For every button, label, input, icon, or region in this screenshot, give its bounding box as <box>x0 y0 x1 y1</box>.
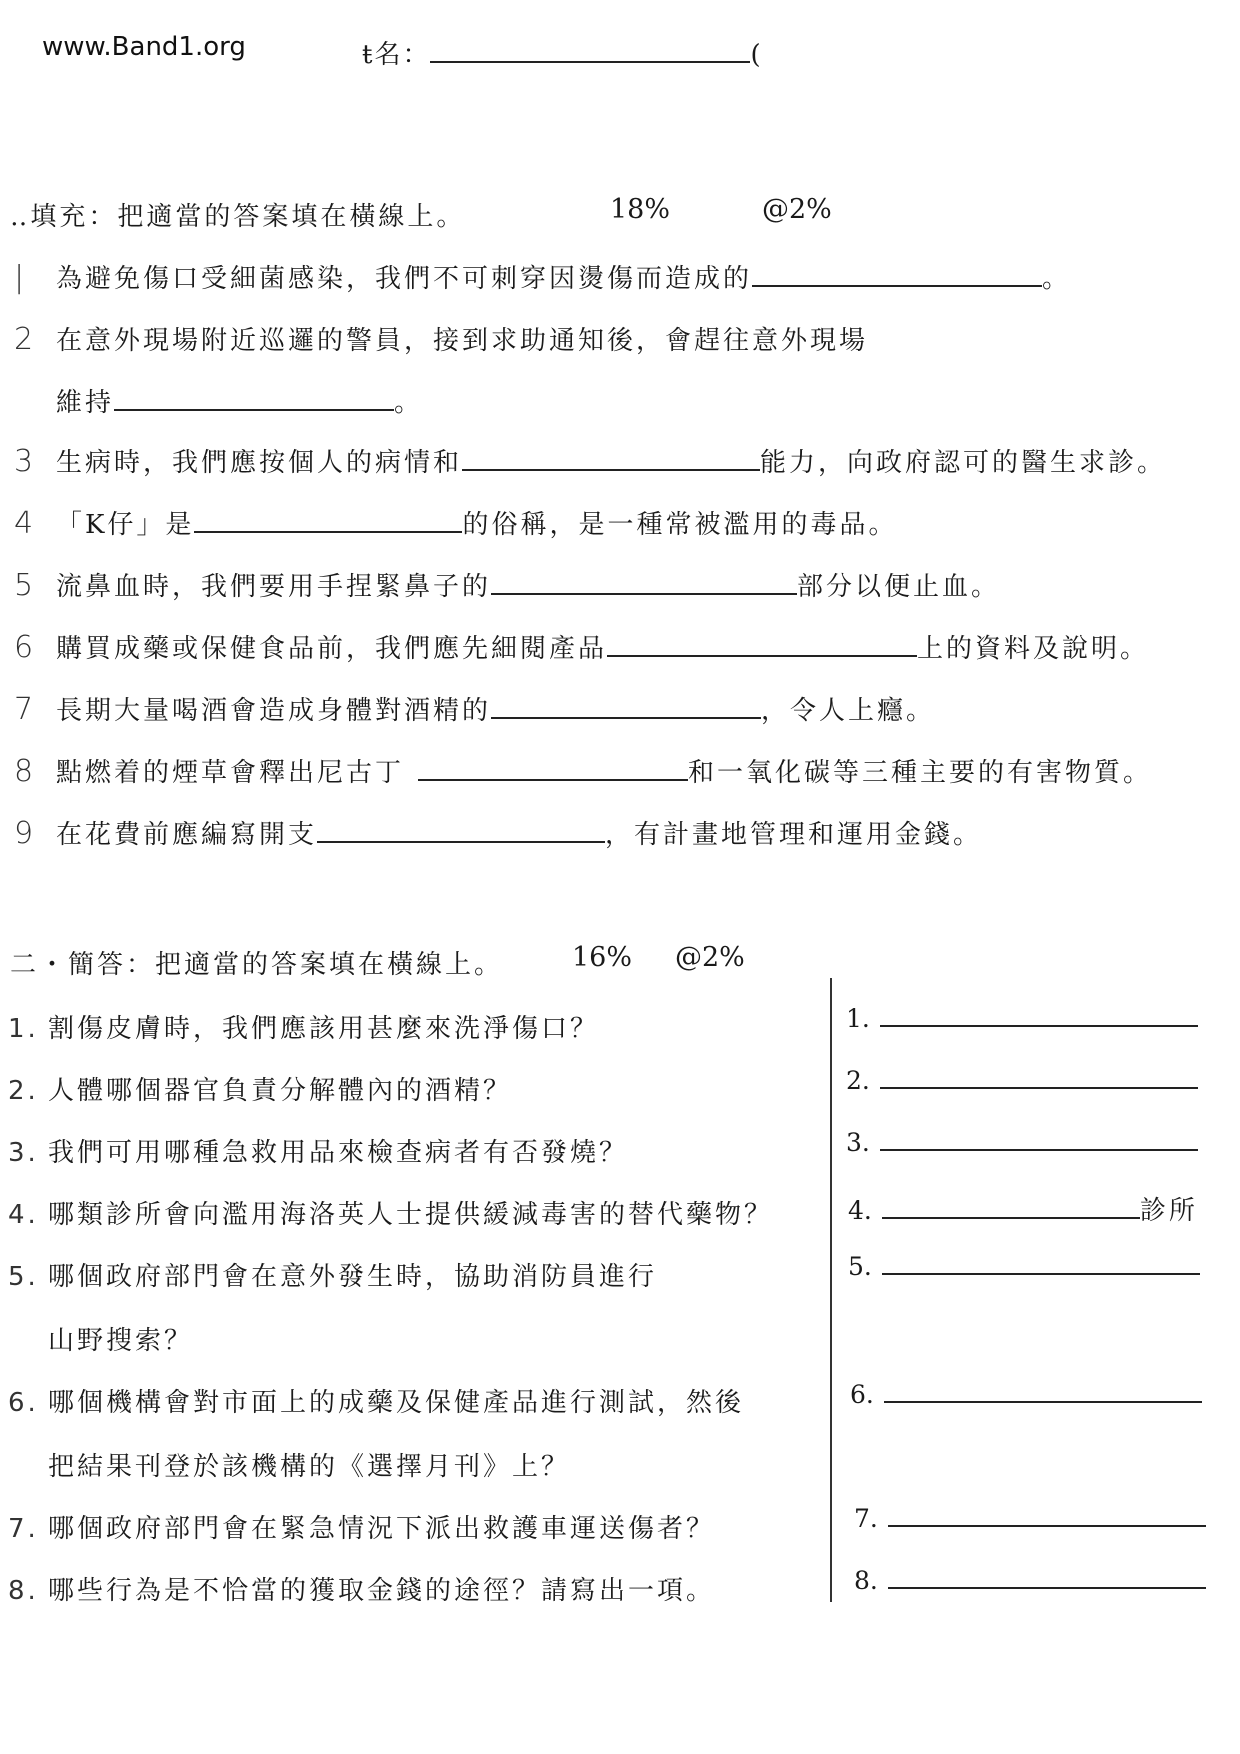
answer-blank[interactable] <box>491 567 797 595</box>
item-number: 8 <box>14 754 37 789</box>
question-number: 7. <box>8 1514 39 1544</box>
item-number: | <box>14 260 28 295</box>
question-text: 割傷皮膚時，我們應該用甚麼來洗淨傷口？ <box>48 1014 600 1044</box>
answer-blank[interactable] <box>880 1005 1198 1027</box>
question-number: 5. <box>8 1262 39 1292</box>
item-number: 4 <box>14 506 37 541</box>
answer-line-3[interactable] <box>846 1128 1198 1157</box>
short-question-5 <box>8 1256 657 1293</box>
short-question-4 <box>8 1194 773 1231</box>
item-number: 3 <box>14 444 37 479</box>
item-text-after: 的俗稱，是一種常被濫用的毒品。 <box>462 510 898 540</box>
answer-blank[interactable] <box>882 1253 1200 1275</box>
short-question-8 <box>8 1570 715 1607</box>
item-text-after: 部分以便止血。 <box>797 572 1001 602</box>
answer-blank[interactable] <box>888 1505 1206 1527</box>
answer-line-1[interactable] <box>846 1004 1198 1033</box>
question-number: 4. <box>8 1200 39 1230</box>
item-text-before: 為避免傷口受細菌感染，我們不可刺穿因燙傷而造成的 <box>56 264 753 294</box>
section1-each: @2% <box>762 194 832 225</box>
fill-item-1 <box>14 258 1071 295</box>
fill-item-2-continued <box>14 382 423 419</box>
item-number: 5 <box>14 568 37 603</box>
question-text: 人體哪個器官負責分解體內的酒精？ <box>48 1076 513 1106</box>
item-text-after: ，有計畫地管理和運用金錢。 <box>605 820 983 850</box>
answer-blank[interactable] <box>491 691 761 719</box>
answer-number: 5. <box>848 1252 872 1281</box>
answer-blank[interactable] <box>880 1129 1198 1151</box>
question-number: 2. <box>8 1076 39 1106</box>
question-text: 哪個政府部門會在緊急情況下派出救護車運送傷者？ <box>48 1514 716 1544</box>
answer-line-5[interactable] <box>848 1252 1200 1281</box>
answer-line-6[interactable] <box>850 1380 1202 1409</box>
item-text-before: 長期大量喝酒會造成身體對酒精的 <box>56 696 492 726</box>
fill-item-6 <box>14 628 1149 665</box>
item-text-after: 和一氧化碳等三種主要的有害物質。 <box>688 758 1153 788</box>
item-number: 7 <box>14 692 37 727</box>
question-number: 8. <box>8 1576 39 1606</box>
item-text-before: 「K仔」是 <box>56 510 195 540</box>
fill-item-3 <box>14 442 1166 479</box>
answer-blank[interactable] <box>418 753 688 781</box>
item-text-before: 購買成藥或保健食品前，我們應先細閱產品 <box>56 634 608 664</box>
name-label: ŧ名： <box>362 40 431 70</box>
short-question-6 <box>8 1382 744 1419</box>
site-url: www.Band1.org <box>42 32 246 62</box>
fill-item-8 <box>14 752 1152 789</box>
question-text: 哪個政府部門會在意外發生時，協助消防員進行 <box>48 1262 658 1292</box>
answer-blank[interactable] <box>880 1067 1198 1089</box>
short-question-3 <box>8 1132 628 1169</box>
answer-line-7[interactable] <box>854 1504 1206 1533</box>
short-question-2 <box>8 1070 512 1107</box>
question-text: 哪個機構會對市面上的成藥及保健產品進行測試，然後 <box>48 1388 745 1418</box>
item-text-before: 流鼻血時，我們要用手捏緊鼻子的 <box>56 572 492 602</box>
item-text-after: 上的資料及說明。 <box>917 634 1150 664</box>
answer-blank[interactable] <box>462 443 760 471</box>
answer-number: 1. <box>846 1004 870 1033</box>
item-text-before: 生病時，我們應按個人的病情和 <box>56 448 463 478</box>
answer-line-2[interactable] <box>846 1066 1198 1095</box>
question-text: 哪類診所會向濫用海洛英人士提供緩減毒害的替代藥物？ <box>48 1200 774 1230</box>
question-number: 6. <box>8 1388 39 1418</box>
section2-percent: 16% <box>572 942 633 973</box>
item-number: 6 <box>14 630 37 665</box>
item-text-before: 點燃着的煙草會釋出尼古丁 <box>56 758 405 788</box>
answer-blank[interactable] <box>884 1381 1202 1403</box>
answer-blank[interactable] <box>194 505 462 533</box>
fill-item-9 <box>14 814 982 851</box>
answer-blank[interactable] <box>114 383 394 411</box>
answer-blank[interactable] <box>317 815 605 843</box>
fill-item-7 <box>14 690 935 727</box>
question-text: 哪些行為是不恰當的獲取金錢的途徑？請寫出一項。 <box>48 1576 716 1606</box>
answer-number: 7. <box>854 1504 878 1533</box>
section1-title: ‥填充：把適當的答案填在橫線上。 <box>10 202 466 232</box>
short-question-7 <box>8 1508 715 1545</box>
item-text-before: 在花費前應編寫開支 <box>56 820 318 850</box>
short-question-6-continued <box>8 1446 570 1483</box>
answer-blank[interactable] <box>607 629 917 657</box>
section1-percent: 18% <box>610 194 671 225</box>
question-number: 1. <box>8 1014 39 1044</box>
fill-item-5 <box>14 566 1000 603</box>
answer-suffix: 診所 <box>1139 1196 1198 1226</box>
answer-blank[interactable] <box>882 1197 1140 1219</box>
fill-item-2 <box>14 320 868 357</box>
short-question-1 <box>8 1008 599 1045</box>
item-text-after: ，令人上癮。 <box>761 696 936 726</box>
answer-number: 8. <box>854 1566 878 1595</box>
question-number: 3. <box>8 1138 39 1168</box>
question-text: 把結果刊登於該機構的《選擇月刊》上？ <box>48 1452 571 1482</box>
section2-title: 二・簡答：把適當的答案填在橫線上。 <box>10 950 504 980</box>
name-blank[interactable] <box>430 35 750 63</box>
answer-line-8[interactable] <box>854 1566 1206 1595</box>
section2-each: @2% <box>675 942 745 973</box>
answer-blank[interactable] <box>752 259 1042 287</box>
question-text: 山野搜索？ <box>48 1326 194 1356</box>
answer-number: 2. <box>846 1066 870 1095</box>
item-text-after: 。 <box>1042 264 1072 294</box>
name-field-row <box>362 34 763 71</box>
name-paren: ( <box>750 40 763 70</box>
fill-item-4 <box>14 504 897 541</box>
item-text-after: 能力，向政府認可的醫生求診。 <box>760 448 1167 478</box>
item-text-after: 。 <box>394 388 424 418</box>
answer-line-4[interactable] <box>848 1190 1198 1227</box>
item-number: 2 <box>14 322 37 357</box>
short-question-5-continued <box>8 1320 193 1357</box>
item-text-before: 維持 <box>56 388 115 418</box>
answer-blank[interactable] <box>888 1567 1206 1589</box>
item-text-before: 在意外現場附近巡邏的警員，接到求助通知後，會趕往意外現場 <box>56 326 869 356</box>
item-number: 9 <box>14 816 37 851</box>
answer-number: 6. <box>850 1380 874 1409</box>
answer-number: 4. <box>848 1196 872 1225</box>
question-text: 我們可用哪種急救用品來檢查病者有否發燒？ <box>48 1138 629 1168</box>
column-divider <box>830 978 832 1602</box>
answer-number: 3. <box>846 1128 870 1157</box>
